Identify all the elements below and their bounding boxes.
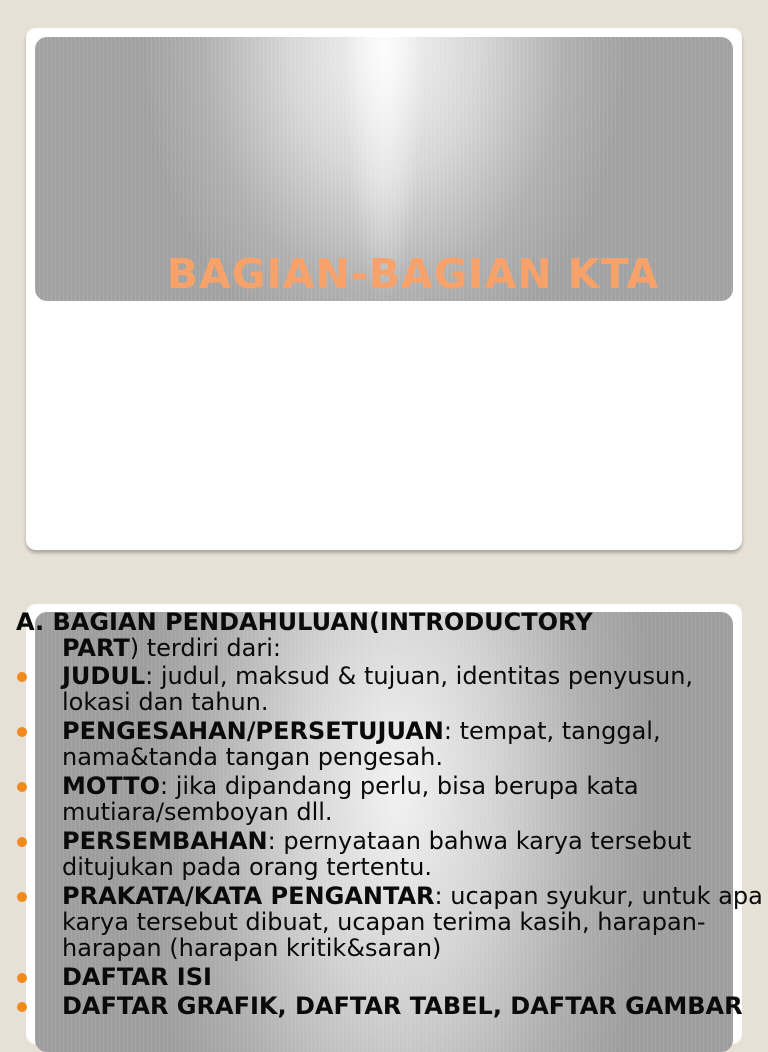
list-item xyxy=(0,663,768,715)
bullet-icon xyxy=(17,973,27,983)
bullet-icon xyxy=(17,782,27,792)
slide-content xyxy=(0,609,768,1022)
item-term: JUDUL xyxy=(62,662,146,690)
item-term: PRAKATA/KATA PENGANTAR xyxy=(62,882,435,910)
list-item xyxy=(0,993,768,1019)
bullet-icon xyxy=(17,837,27,847)
item-desc: : jika dipandang perlu, bisa berupa kata mutiara/semboyan dll. xyxy=(62,772,639,826)
bullet-icon xyxy=(17,672,27,682)
list-item xyxy=(0,883,768,961)
item-desc: : ucapan syukur, untuk apa karya tersebut dibuat, ucapan terima kasih, harapan-harapan (harapan kritik&saran) xyxy=(62,882,763,962)
section-heading-cont xyxy=(16,635,768,661)
slide-title: BAGIAN-BAGIAN KTA xyxy=(166,250,660,298)
list-item xyxy=(0,828,768,880)
item-desc: : pernyataan bahwa karya tersebut ditujukan pada orang tertentu. xyxy=(62,827,692,881)
section-heading xyxy=(0,609,768,661)
section-heading-rest: ) terdiri dari: xyxy=(129,634,281,662)
item-term: PERSEMBAHAN xyxy=(62,827,268,855)
list-item xyxy=(0,964,768,990)
section-heading-bold: PART xyxy=(62,634,130,662)
title-slide xyxy=(26,28,742,550)
item-term: DAFTAR ISI xyxy=(62,963,212,991)
item-term: PENGESAHAN/PERSETUJUAN xyxy=(62,717,444,745)
item-desc: : tempat, tanggal, nama&tanda tangan pengesah. xyxy=(62,717,661,771)
item-term: MOTTO xyxy=(62,772,160,800)
list-item xyxy=(0,718,768,770)
item-desc: : judul, maksud & tujuan, identitas penyusun, lokasi dan tahun. xyxy=(62,662,694,716)
section-heading-prefix: A. BAGIAN PENDAHULUAN(INTRODUCTORY xyxy=(16,608,593,636)
bullet-icon xyxy=(17,1002,27,1012)
item-term: DAFTAR GRAFIK, DAFTAR TABEL, DAFTAR GAMBAR xyxy=(62,992,743,1020)
list-item xyxy=(0,773,768,825)
bullet-icon xyxy=(17,727,27,737)
bullet-icon xyxy=(17,892,27,902)
